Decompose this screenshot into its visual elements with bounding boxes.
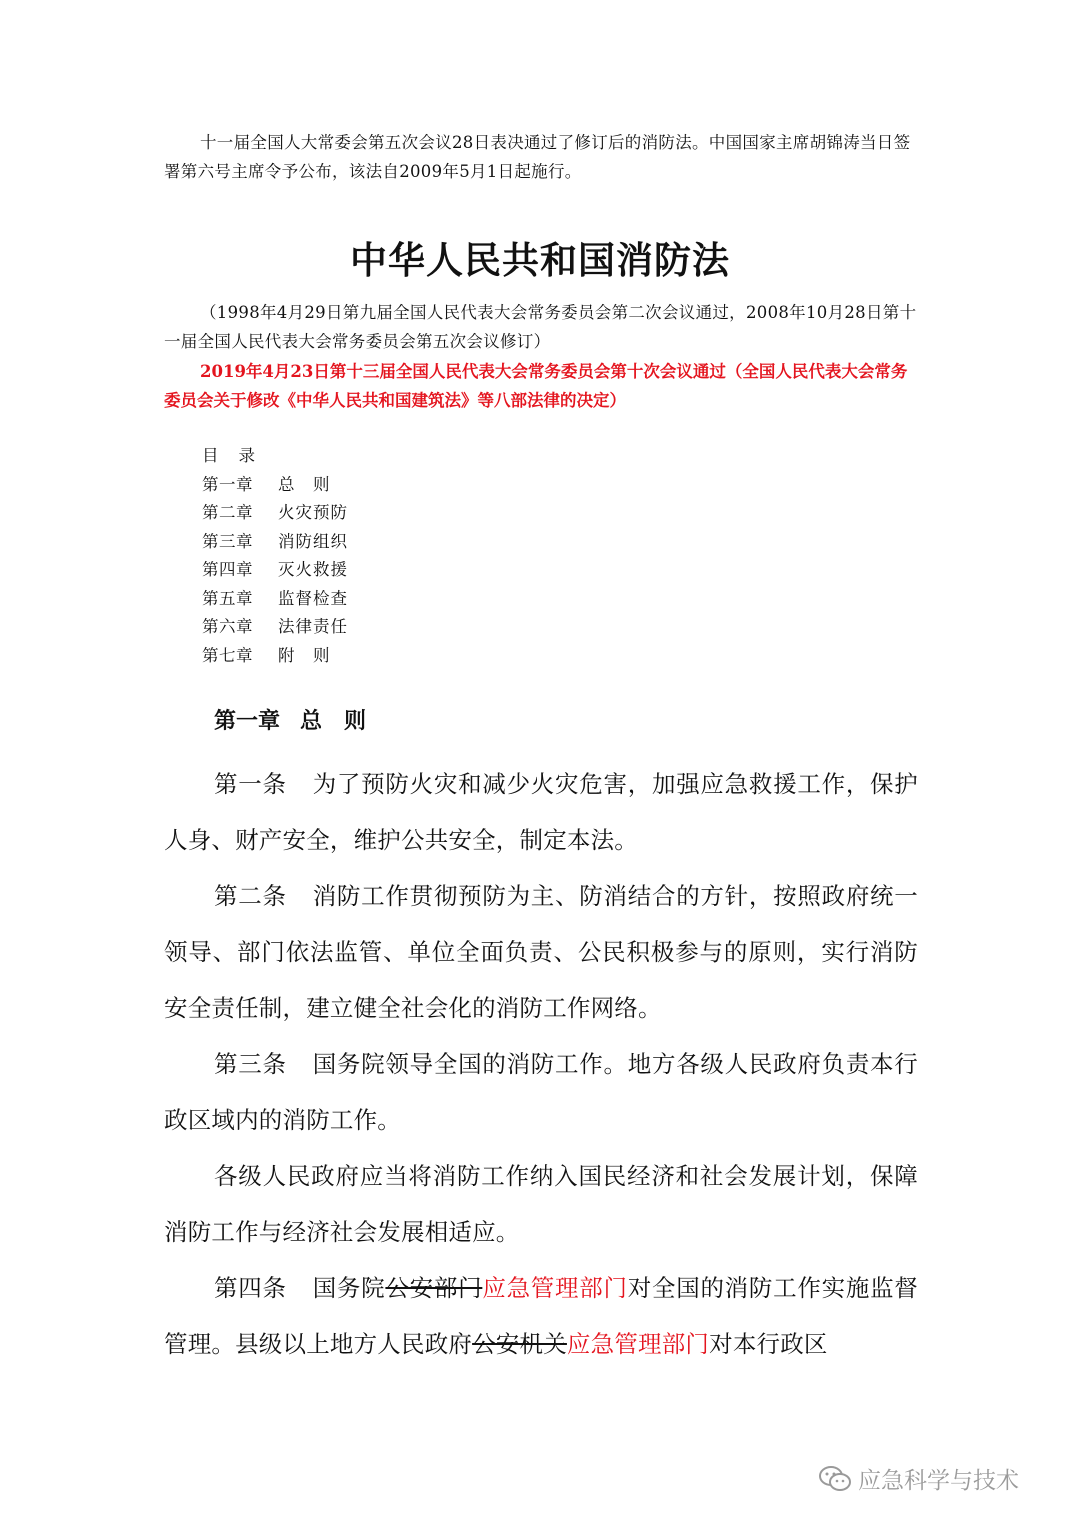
toc-chapter: 第三章 [202,531,253,551]
toc-item [202,528,348,557]
inserted-text: 应急管理部门 [566,1330,710,1358]
article-label: 第四条 [214,1274,287,1302]
article-text: 为了预防火灾和减少火灾危害，加强应急救援工作，保护人身、财产安全，维护公共安全，制定本法。 [164,770,918,854]
chapter-name: 总 则 [300,709,367,734]
toc-item [202,613,348,642]
article-4 [164,1260,918,1372]
deleted-text: 公安部门 [385,1274,483,1302]
revision-note: （1998年4月29日第九届全国人民代表大会常务委员会第二次会议通过，2008年10月28日第十一届全国人民代表大会常务委员会第五次会议修订） [164,303,917,351]
deleted-text: 公安机关 [472,1330,567,1358]
article-label: 第二条 [214,882,287,910]
toc-item [202,585,348,614]
table-of-contents [202,442,348,670]
toc-name: 消防组织 [278,531,348,551]
article-label: 第一条 [214,770,287,798]
toc-chapter: 第六章 [202,617,253,636]
toc-name: 附 则 [278,645,331,665]
watermark-text: 应急科学与技术 [858,1468,1019,1494]
article-1 [164,756,918,868]
document-title: 中华人民共和国消防法 [350,239,730,282]
toc-chapter: 第五章 [202,588,253,608]
toc-name: 火灾预防 [278,503,348,522]
toc-chapter: 第一章 [202,474,253,494]
toc-name: 总 则 [278,474,331,494]
toc-heading: 目录 [202,446,275,465]
toc-name: 法律责任 [278,617,348,636]
toc-chapter: 第四章 [202,560,253,579]
inserted-text: 应急管理部门 [482,1274,628,1302]
toc-chapter: 第七章 [202,645,253,665]
article-text: 国务院 [312,1274,386,1302]
article-text: 对本行政区 [709,1330,828,1358]
chapter-number: 第一章 [214,709,281,734]
toc-item [202,471,348,500]
article-label: 第三条 [214,1050,287,1078]
toc-item [202,642,348,671]
article-text: 国务院领导全国的消防工作。地方各级人民政府负责本行政区域内的消防工作。 [164,1050,918,1134]
article-2 [164,868,918,1036]
toc-chapter: 第二章 [202,503,253,522]
wechat-icon [818,1464,852,1494]
amendment-note: 2019年4月23日第十三届全国人民代表大会常务委员会第十次会议通过（全国人民代表大会常务委员会关于修改《中华人民共和国建筑法》等八部法律的决定） [164,362,908,410]
toc-name: 监督检查 [278,588,348,608]
article-text: 对全国的消防工作实施监督管理。县级以上地方人民政府 [164,1274,918,1358]
toc-name: 灭火救援 [278,560,348,579]
toc-item [202,499,348,528]
toc-item [202,556,348,585]
intro-paragraph: 十一届全国人大常委会第五次会议28日表决通过了修订后的消防法。中国国家主席胡锦涛当日签署第六号主席令予公布，该法自2009年5月1日起施行。 [164,133,911,181]
watermark [818,1462,1019,1495]
chapter-body [164,756,918,1372]
article-3 [164,1036,918,1148]
chapter-heading [214,704,386,735]
article-text: 消防工作贯彻预防为主、防消结合的方针，按照政府统一领导、部门依法监管、单位全面负责、公民积极参与的原则，实行消防安全责任制，建立健全社会化的消防工作网络。 [164,882,918,1022]
article-3-paragraph-2: 各级人民政府应当将消防工作纳入国民经济和社会发展计划，保障消防工作与经济社会发展相适应。 [164,1162,918,1246]
